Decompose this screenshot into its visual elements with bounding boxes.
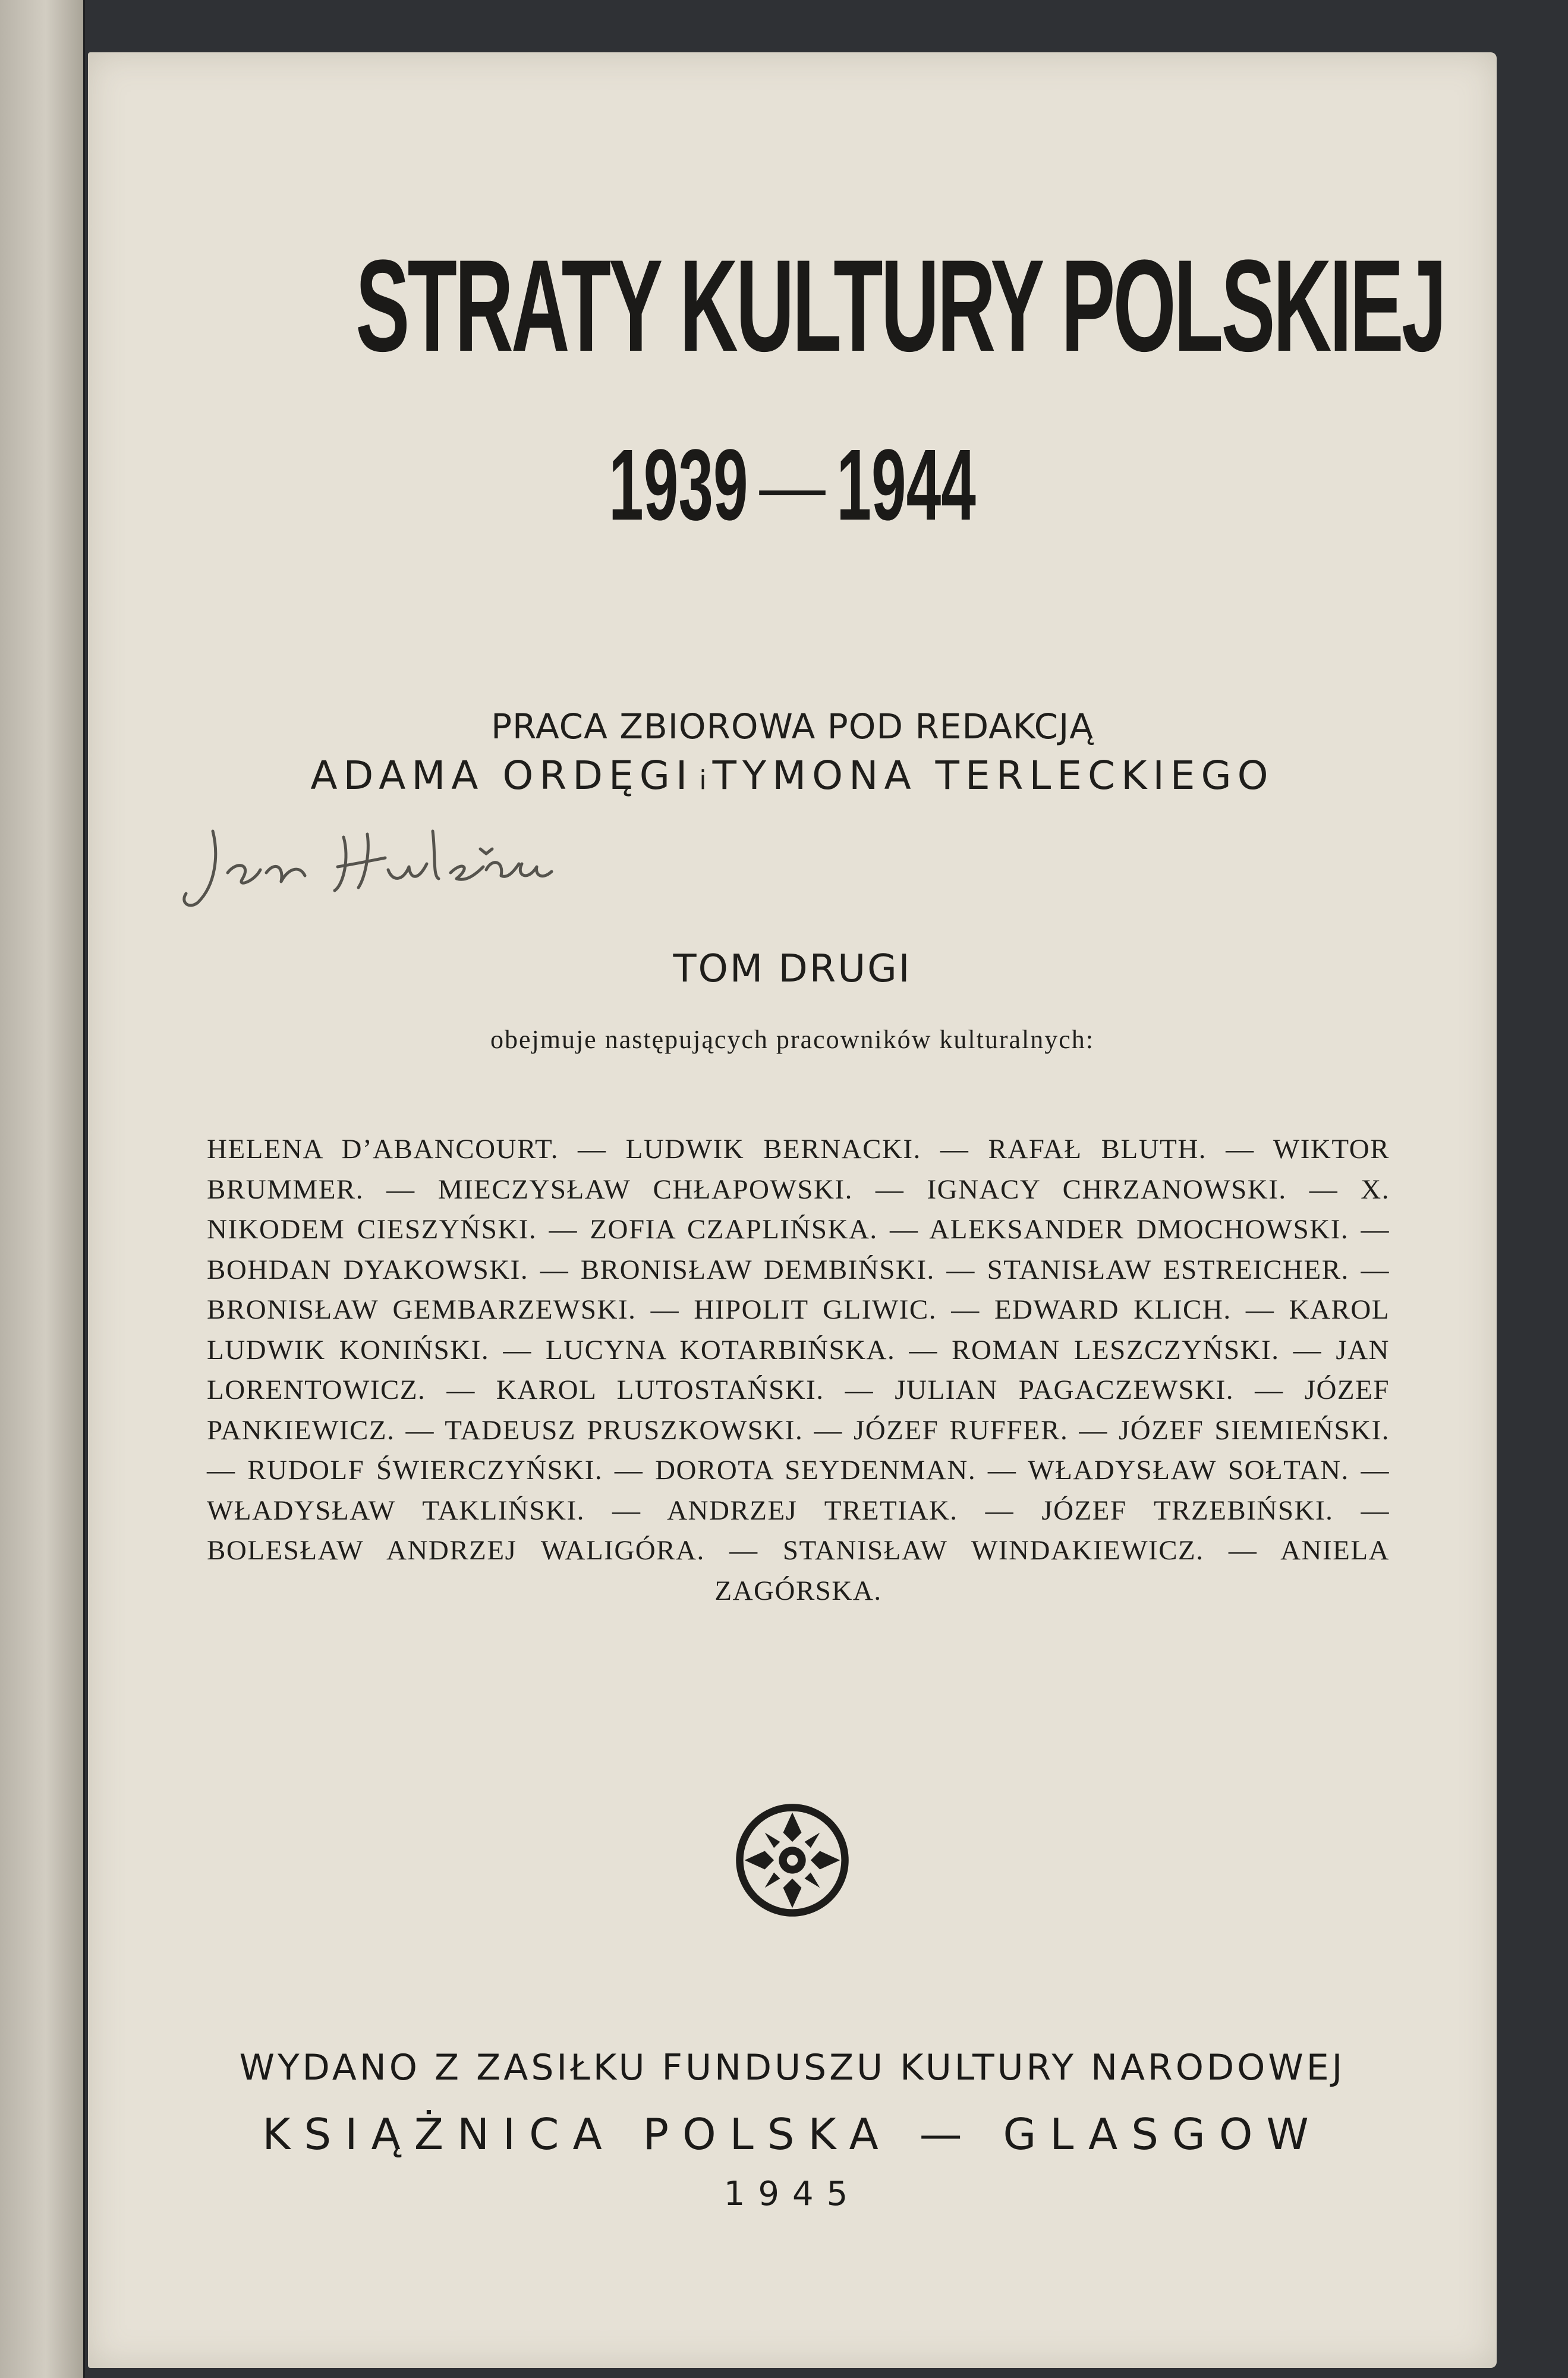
editor-first: ADAMA ORDĘGI bbox=[310, 753, 694, 798]
press-line: KSIĄŻNICA POLSKA — GLASGOW bbox=[262, 2109, 1323, 2159]
publisher-emblem-icon bbox=[731, 1799, 854, 1921]
contributors-intro: obejmuje następujących pracowników kulturalnych: bbox=[490, 1025, 1095, 1054]
publisher-line: WYDANO Z ZASIŁKU FUNDUSZU KULTURY NARODOWEJ bbox=[239, 2047, 1346, 2088]
editors bbox=[88, 753, 1497, 798]
editor-second: TYMONA TERLECKIEGO bbox=[712, 753, 1274, 798]
book-title: STRATY KULTURY POLSKIEJ bbox=[355, 232, 1445, 379]
editor-line: PRACA ZBIOROWA POD REDAKCJĄ bbox=[491, 706, 1094, 747]
editor-conjunction: i bbox=[699, 765, 707, 795]
title-page bbox=[88, 52, 1497, 2368]
left-page-edge bbox=[0, 0, 85, 2378]
end-year: 1944 bbox=[836, 429, 976, 542]
publication-year: 1945 bbox=[723, 2175, 861, 2213]
start-year: 1939 bbox=[609, 429, 748, 542]
volume-label: TOM DRUGI bbox=[673, 947, 912, 991]
contributors-list: HELENA D’ABANCOURT. — LUDWIK BERNACKI. — RAFAŁ BLUTH. — WIKTOR BRUMMER. — MIECZYSŁAW CHŁAPOWSKI. — IGNACY CHRZANOWSKI. — X. NIKODEM CIESZYŃSKI. — ZOFIA CZAPLIŃSKA. — ALEKSANDER DMOCHOWSKI. — BOHDAN DYAKOWSKI. — BRONISŁAW DEMBIŃSKI. — STANISŁAW ESTREICHER. — BRONISŁAW GEMBARZEWSKI. — HIPOLIT GLIWIC. — EDWARD KLICH. — KAROL LUDWIK KONIŃSKI. — LUCYNA KOTARBIŃSKA. — ROMAN LESZCZYŃSKI. — JAN LORENTOWICZ. — KAROL LUTOSTAŃSKI. — JULIAN PAGACZEWSKI. — JÓZEF PANKIEWICZ. — TADEUSZ PRUSZKOWSKI. — JÓZEF RUFFER. — JÓZEF SIEMIEŃSKI. — RUDOLF ŚWIERCZYŃSKI. — DOROTA SEYDENMAN. — WŁADYSŁAW SOŁTAN. — WŁADYSŁAW TAKLIŃSKI. — ANDRZEJ TRETIAK. — JÓZEF TRZEBIŃSKI. — BOLESŁAW ANDRZEJ WALIGÓRA. — STANISŁAW WINDAKIEWICZ. — ANIELA ZAGÓRSKA. bbox=[207, 1134, 1390, 1606]
handwritten-signature bbox=[171, 807, 647, 926]
year-range bbox=[355, 427, 1229, 543]
year-dash bbox=[759, 490, 826, 495]
